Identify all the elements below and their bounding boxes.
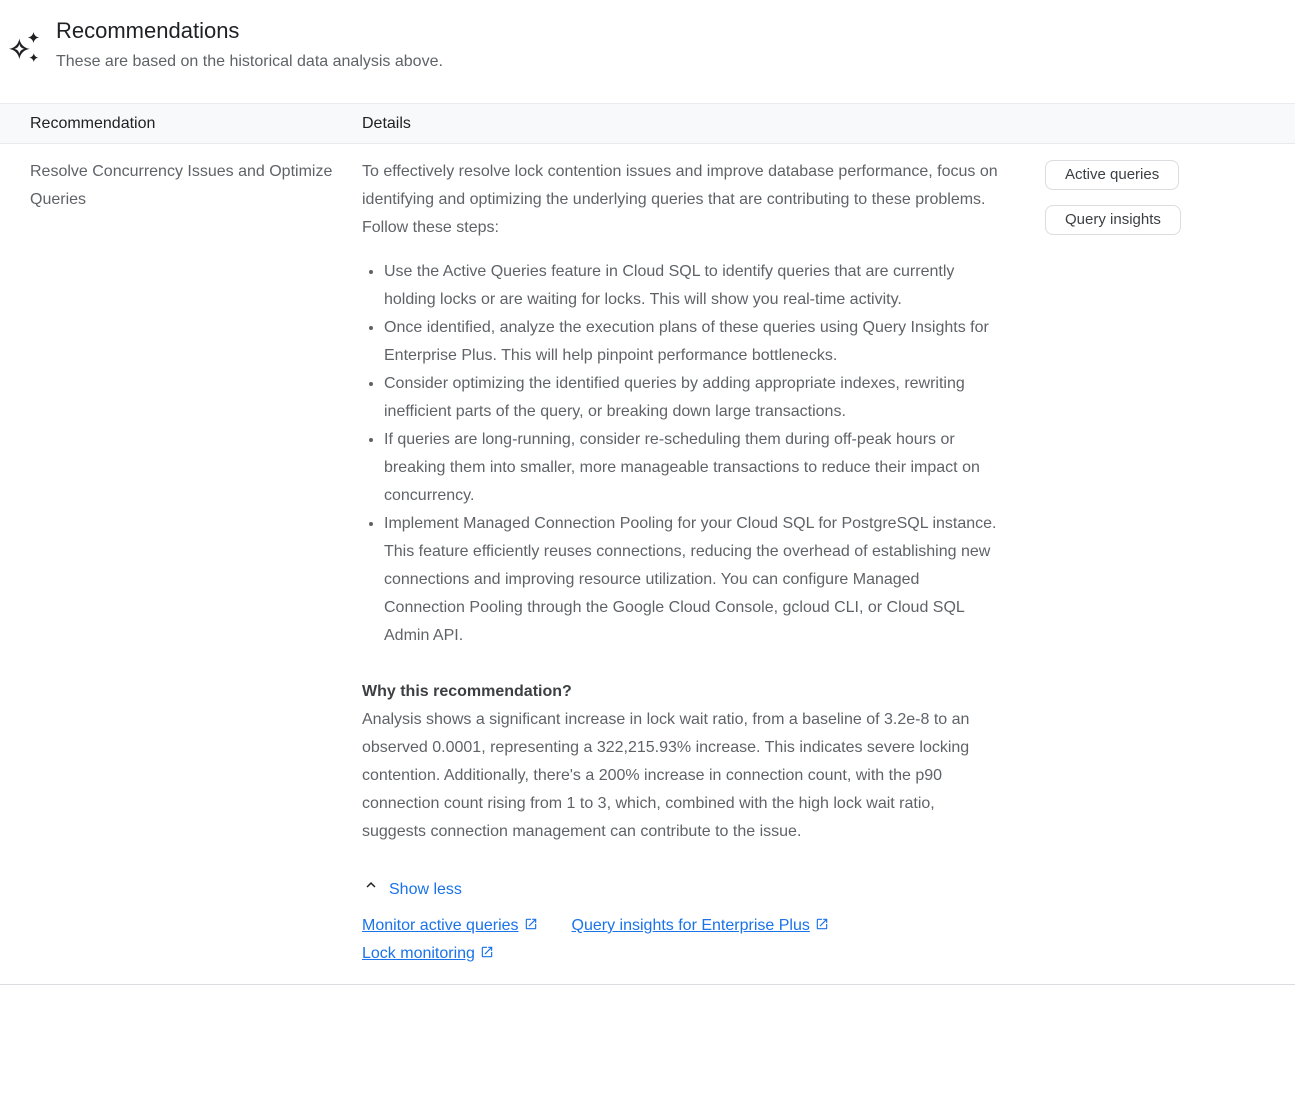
step-item: • Implement Managed Connection Pooling for your Cloud SQL for PostgreSQL instance. This feature efficiently reuses connections, reducing the overhead of establishing new connections and improving resource utilization. You can configure Managed Connection Pooling through the Google Cloud Console, gcloud CLI, or Cloud SQL Admin API. xyxy=(384,510,1003,650)
active-queries-button[interactable]: Active queries xyxy=(1045,160,1179,190)
open-in-new-icon xyxy=(480,940,494,968)
link-label: Query insights for Enterprise Plus xyxy=(571,917,810,934)
actions-cell xyxy=(1035,158,1295,968)
step-item: • Consider optimizing the identified queries by adding appropriate indexes, rewriting inefficient parts of the query, or breaking down large transactions. xyxy=(384,370,1003,426)
link-monitor-active-queries[interactable] xyxy=(362,912,538,940)
header-text xyxy=(56,16,443,75)
doc-links xyxy=(362,912,1003,968)
link-lock-monitoring[interactable] xyxy=(362,940,494,968)
table-row xyxy=(0,144,1295,985)
doc-links-row-1 xyxy=(362,912,1003,940)
chevron-up-icon xyxy=(362,876,380,904)
details-intro: To effectively resolve lock contention issues and improve database performance, focus on identifying and optimizing the underlying queries that are contributing to these problems. Follow these steps: xyxy=(362,163,998,236)
step-item: • Once identified, analyze the execution plans of these queries using Query Insights for Enterprise Plus. This will help pinpoint performance bottlenecks. xyxy=(384,314,1003,370)
link-label: Lock monitoring xyxy=(362,945,475,962)
link-label: Monitor active queries xyxy=(362,917,519,934)
table-header-row xyxy=(0,103,1295,144)
show-less-toggle[interactable] xyxy=(362,876,462,904)
step-item: • Use the Active Queries feature in Cloud SQL to identify queries that are currently holding locks or are waiting for locks. This will show you real-time activity. xyxy=(384,258,1003,314)
recommendation-cell: Resolve Concurrency Issues and Optimize Queries xyxy=(30,163,333,208)
page-subtitle: These are based on the historical data analysis above. xyxy=(56,53,443,70)
page-title: Recommendations xyxy=(56,18,240,43)
open-in-new-icon xyxy=(524,912,538,940)
why-recommendation-title: Why this recommendation? xyxy=(362,683,572,700)
details-cell xyxy=(362,158,1017,968)
column-header-recommendation: Recommendation xyxy=(30,114,156,132)
show-less-label: Show less xyxy=(389,881,462,898)
steps-list xyxy=(362,258,1003,650)
page-header xyxy=(0,0,1295,75)
query-insights-button[interactable]: Query insights xyxy=(1045,205,1181,235)
open-in-new-icon xyxy=(815,912,829,940)
link-query-insights-enterprise-plus[interactable] xyxy=(572,912,829,940)
sparkle-icon xyxy=(8,29,44,65)
step-item: • If queries are long-running, consider re-scheduling them during off-peak hours or breaking them into smaller, more manageable transactions to reduce their impact on concurrency. xyxy=(384,426,1003,510)
column-header-details: Details xyxy=(362,114,411,132)
doc-links-row-2 xyxy=(362,940,1003,968)
why-recommendation-body: Analysis shows a significant increase in lock wait ratio, from a baseline of 3.2e-8 to an observed 0.0001, representing a 322,215.93% increase. This indicates severe locking contention. Additionally, there's a 200% increase in connection count, with the p90 connection count rising from 1 to 3, which, combined with the high lock wait ratio, suggests connection management can contribute to the issue. xyxy=(362,711,970,840)
